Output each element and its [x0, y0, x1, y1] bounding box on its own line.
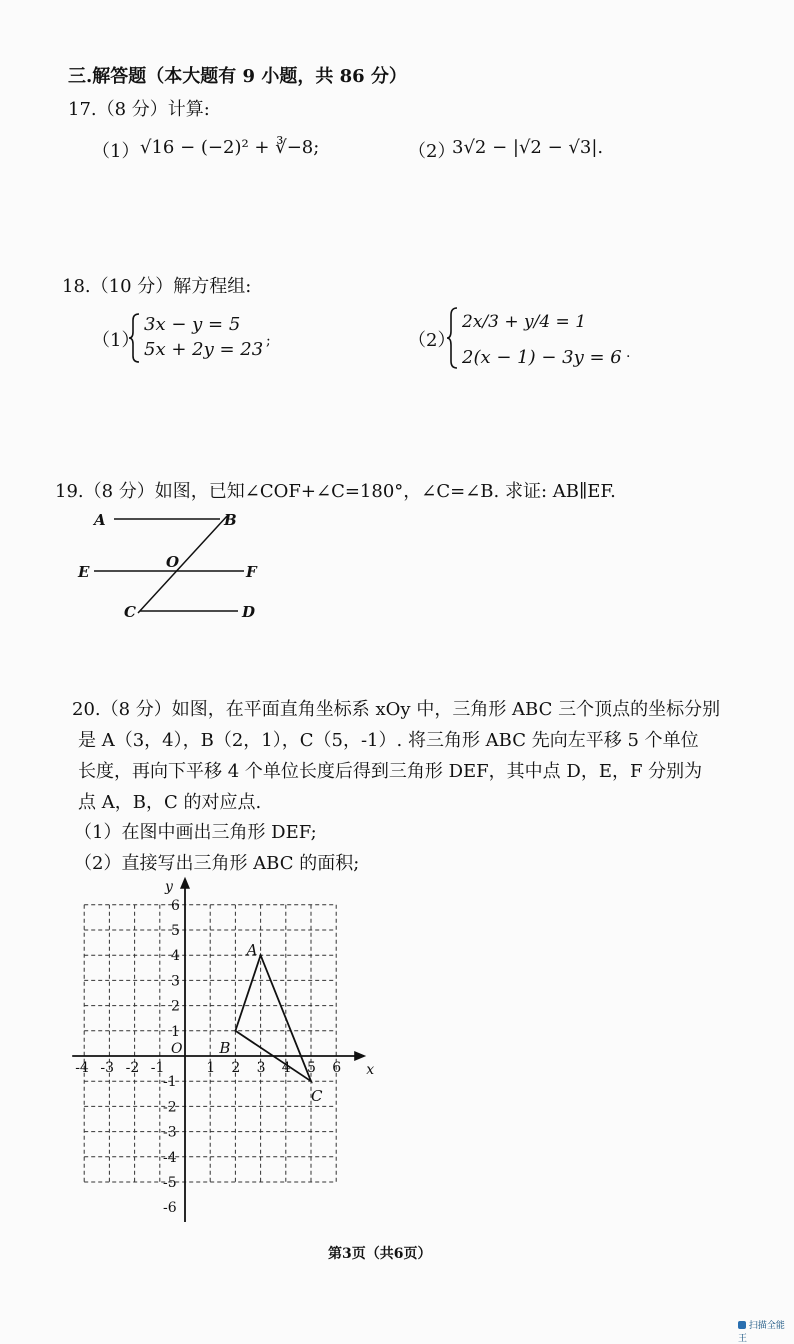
q17-header: 17.（8 分）计算:: [68, 99, 210, 120]
q18-header: 18.（10 分）解方程组:: [62, 276, 252, 297]
vertex-label-b: B: [219, 1038, 231, 1057]
q18-part1-label: （1）: [92, 330, 140, 351]
x-axis-label: x: [366, 1062, 375, 1078]
q20-sub1: （1）在图中画出三角形 DEF;: [74, 822, 317, 843]
x-tick-label: 6: [332, 1060, 342, 1076]
q18-part2-brace: [446, 306, 460, 370]
y-tick-label: -4: [163, 1149, 177, 1166]
point-label-a: A: [94, 511, 106, 529]
x-tick-label: 2: [231, 1060, 241, 1076]
q18-part1-eq1: 3x − y = 5: [144, 314, 241, 335]
q20-coordinate-grid: [55, 872, 385, 1244]
q17-part2-expr: 3√2 − |√2 − √3|.: [452, 137, 604, 158]
scanner-watermark-icon: [738, 1321, 746, 1329]
point-label-e: E: [78, 563, 90, 581]
point-label-o: O: [166, 553, 180, 571]
page-footer: 第3页（共6页）: [328, 1246, 432, 1262]
q17-part1-expr: √16 − (−2)² + ∛−8;: [140, 137, 320, 158]
q18-part1-brace: [128, 312, 142, 364]
y-axis-label: y: [165, 878, 173, 895]
line-bc: [138, 515, 228, 613]
y-tick-label: -1: [163, 1074, 177, 1091]
x-tick-label: -2: [125, 1060, 140, 1076]
point-label-c: C: [124, 603, 136, 620]
y-axis-arrow-icon: [180, 877, 190, 889]
x-tick-label: 4: [281, 1060, 291, 1076]
x-tick-label: -3: [100, 1060, 115, 1076]
vertex-label-c: C: [311, 1087, 323, 1106]
y-tick-label: 3: [171, 973, 180, 990]
q17-part2-label: （2）: [408, 141, 456, 162]
q20-line-3: 长度，再向下平移 4 个单位长度后得到三角形 DEF，其中点 D，E，F 分别为: [78, 761, 703, 782]
section-title: 三.解答题（本大题有 9 小题，共 86 分）: [68, 66, 407, 87]
y-tick-label: -3: [163, 1124, 177, 1141]
point-label-b: B: [224, 511, 237, 529]
y-tick-label: 4: [171, 948, 180, 965]
q18-part2-eq2: 2(x − 1) − 3y = 6: [462, 347, 622, 368]
x-axis-arrow-icon: [354, 1051, 366, 1061]
q20-line-4: 点 A，B，C 的对应点.: [78, 792, 262, 813]
y-tick-label: -2: [163, 1099, 177, 1116]
q20-statement: [72, 694, 762, 818]
y-tick-label: 1: [171, 1023, 180, 1040]
q19-header: 19.（8 分）如图，已知∠COF+∠C=180°，∠C=∠B. 求证: AB∥EF.: [55, 481, 616, 502]
q18-part2-eq1: 2x/3 + y/4 = 1: [462, 312, 587, 332]
point-label-f: F: [246, 563, 257, 581]
q18-part1-eq2: 5x + 2y = 23: [144, 339, 264, 360]
point-label-d: D: [242, 603, 256, 620]
x-tick-label: -4: [75, 1060, 89, 1076]
q17-part1-label: （1）: [92, 141, 140, 162]
x-tick-label: 1: [206, 1060, 216, 1076]
x-tick-label: 3: [256, 1060, 266, 1076]
y-tick-label: 2: [171, 998, 180, 1015]
q18-part1-end: ;: [266, 333, 271, 349]
y-tick-label: -6: [163, 1200, 177, 1217]
scanner-watermark: 扫描全能王: [738, 1321, 785, 1344]
x-tick-label: -1: [150, 1060, 165, 1076]
y-tick-label: 5: [171, 923, 180, 939]
x-tick-label: 5: [307, 1060, 316, 1076]
q20-line-2: 是 A（3，4），B（2，1），C（5，-1）. 将三角形 ABC 先向左平移 5 个单位: [78, 730, 699, 751]
origin-label: O: [171, 1041, 183, 1057]
vertex-label-a: A: [246, 941, 258, 960]
triangle-abc: [235, 955, 311, 1081]
q20-sub2: （2）直接写出三角形 ABC 的面积;: [74, 853, 360, 874]
q19-figure: [70, 505, 280, 620]
q18-part2-end: .: [626, 345, 631, 361]
q20-line-1: 20.（8 分）如图，在平面直角坐标系 xOy 中，三角形 ABC 三个顶点的坐标分别: [72, 699, 721, 720]
y-tick-label: -5: [163, 1175, 177, 1191]
q18-part2-label: （2）: [408, 330, 456, 351]
y-tick-label: 6: [171, 897, 180, 914]
